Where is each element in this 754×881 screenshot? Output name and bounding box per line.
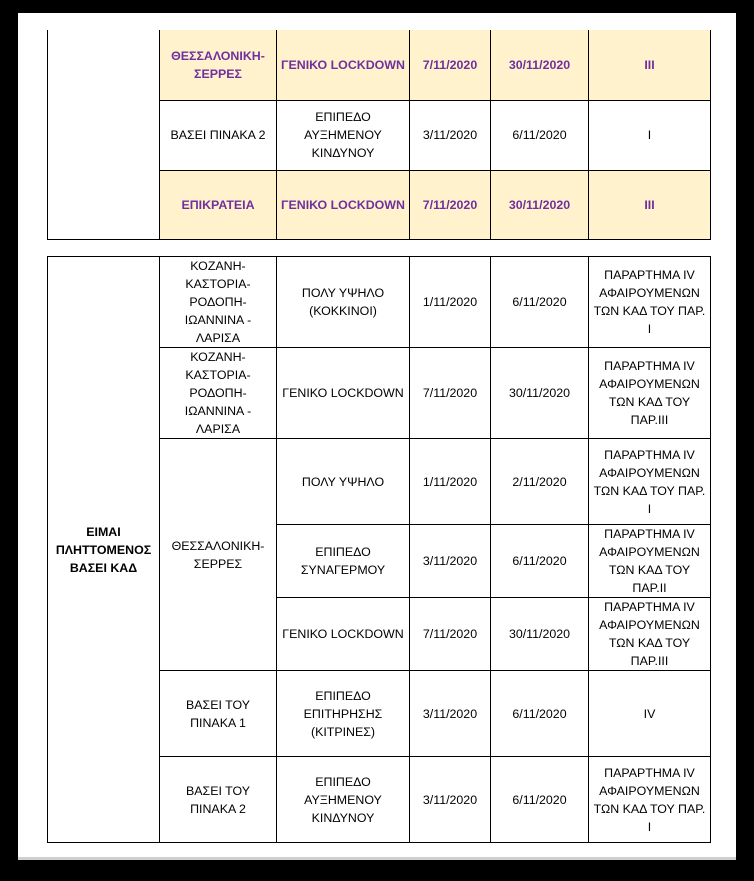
category-cell: ΠΑΡΑΡΤΗΜΑ IV ΑΦΑΙΡΟΥΜΕΝΩΝ ΤΩΝ ΚΑΔ ΤΟΥ ΠΑΡ.ΙΙΙ (589, 598, 711, 671)
table-row (48, 30, 711, 100)
category-cell: IV (589, 671, 711, 757)
category-cell: Ι (589, 100, 711, 170)
level-cell: ΓΕΝΙΚΟ LOCKDOWN (277, 598, 410, 671)
from-date-cell: 3/11/2020 (410, 100, 491, 170)
from-date-cell: 3/11/2020 (410, 525, 491, 598)
from-date-cell: 1/11/2020 (410, 439, 491, 525)
from-date-cell: 7/11/2020 (410, 598, 491, 671)
table-row (48, 257, 711, 348)
to-date-cell: 6/11/2020 (491, 525, 589, 598)
level-cell: ΕΠΙΠΕΔΟ ΑΥΞΗΜΕΝΟΥ ΚΙΝΔΥΝΟΥ (277, 100, 410, 170)
region-cell: ΕΠΙΚΡΑΤΕΙΑ (160, 170, 277, 239)
from-date-cell: 3/11/2020 (410, 757, 491, 843)
to-date-cell: 30/11/2020 (491, 598, 589, 671)
category-cell: III (589, 170, 711, 239)
region-cell: ΒΑΣΕΙ ΤΟΥ ΠΙΝΑΚΑ 1 (160, 671, 277, 757)
bottom-table (47, 256, 711, 843)
category-cell: ΠΑΡΑΡΤΗΜΑ IV ΑΦΑΙΡΟΥΜΕΝΩΝ ΤΩΝ ΚΑΔ ΤΟΥ ΠΑΡ. Ι (589, 439, 711, 525)
to-date-cell: 6/11/2020 (491, 757, 589, 843)
region-cell: ΘΕΣΣΑΛΟΝΙΚΗ-ΣΕΡΡΕΣ (160, 439, 277, 671)
category-cell: III (589, 30, 711, 100)
to-date-cell: 6/11/2020 (491, 100, 589, 170)
region-cell: ΒΑΣΕΙ ΠΙΝΑΚΑ 2 (160, 100, 277, 170)
side-cell (48, 30, 160, 239)
side-label-cell: ΕΙΜΑΙ ΠΛΗΤΤΟΜΕΝΟΣ ΒΑΣΕΙ ΚΑΔ (48, 257, 160, 843)
to-date-cell: 6/11/2020 (491, 257, 589, 348)
to-date-cell: 30/11/2020 (491, 170, 589, 239)
from-date-cell: 7/11/2020 (410, 170, 491, 239)
level-cell: ΓΕΝΙΚΟ LOCKDOWN (277, 348, 410, 439)
to-date-cell: 6/11/2020 (491, 671, 589, 757)
category-cell: ΠΑΡΑΡΤΗΜΑ IV ΑΦΑΙΡΟΥΜΕΝΩΝ ΤΩΝ ΚΑΔ ΤΟΥ ΠΑΡ.ΙΙΙ (589, 348, 711, 439)
top-table (47, 30, 711, 240)
region-cell: ΚΟΖΑΝΗ-ΚΑΣΤΟΡΙΑ-ΡΟΔΟΠΗ-ΙΩΑΝΝΙΝΑ - ΛΑΡΙΣΑ (160, 348, 277, 439)
to-date-cell: 30/11/2020 (491, 30, 589, 100)
level-cell: ΕΠΙΠΕΔΟ ΑΥΞΗΜΕΝΟΥ ΚΙΝΔΥΝΟΥ (277, 757, 410, 843)
document-page (18, 13, 736, 857)
level-cell: ΓΕΝΙΚΟ LOCKDOWN (277, 30, 410, 100)
category-cell: ΠΑΡΑΡΤΗΜΑ IV ΑΦΑΙΡΟΥΜΕΝΩΝ ΤΩΝ ΚΑΔ ΤΟΥ ΠΑΡ.ΙΙ (589, 525, 711, 598)
from-date-cell: 3/11/2020 (410, 671, 491, 757)
page-edge-shadow (18, 857, 736, 860)
region-cell: ΘΕΣΣΑΛΟΝΙΚΗ-ΣΕΡΡΕΣ (160, 30, 277, 100)
level-cell: ΕΠΙΠΕΔΟ ΕΠΙΤΗΡΗΣΗΣ (ΚΙΤΡΙΝΕΣ) (277, 671, 410, 757)
level-cell: ΠΟΛΥ ΥΨΗΛΟ (ΚΟΚΚΙΝΟΙ) (277, 257, 410, 348)
region-cell: ΚΟΖΑΝΗ-ΚΑΣΤΟΡΙΑ-ΡΟΔΟΠΗ-ΙΩΑΝΝΙΝΑ - ΛΑΡΙΣΑ (160, 257, 277, 348)
category-cell: ΠΑΡΑΡΤΗΜΑ IV ΑΦΑΙΡΟΥΜΕΝΩΝ ΤΩΝ ΚΑΔ ΤΟΥ ΠΑΡ. Ι (589, 757, 711, 843)
level-cell: ΕΠΙΠΕΔΟ ΣΥΝΑΓΕΡΜΟΥ (277, 525, 410, 598)
level-cell: ΓΕΝΙΚΟ LOCKDOWN (277, 170, 410, 239)
from-date-cell: 7/11/2020 (410, 348, 491, 439)
from-date-cell: 1/11/2020 (410, 257, 491, 348)
level-cell: ΠΟΛΥ ΥΨΗΛΟ (277, 439, 410, 525)
to-date-cell: 30/11/2020 (491, 348, 589, 439)
to-date-cell: 2/11/2020 (491, 439, 589, 525)
region-cell: ΒΑΣΕΙ ΤΟΥ ΠΙΝΑΚΑ 2 (160, 757, 277, 843)
from-date-cell: 7/11/2020 (410, 30, 491, 100)
category-cell: ΠΑΡΑΡΤΗΜΑ IV ΑΦΑΙΡΟΥΜΕΝΩΝ ΤΩΝ ΚΑΔ ΤΟΥ ΠΑΡ. Ι (589, 257, 711, 348)
